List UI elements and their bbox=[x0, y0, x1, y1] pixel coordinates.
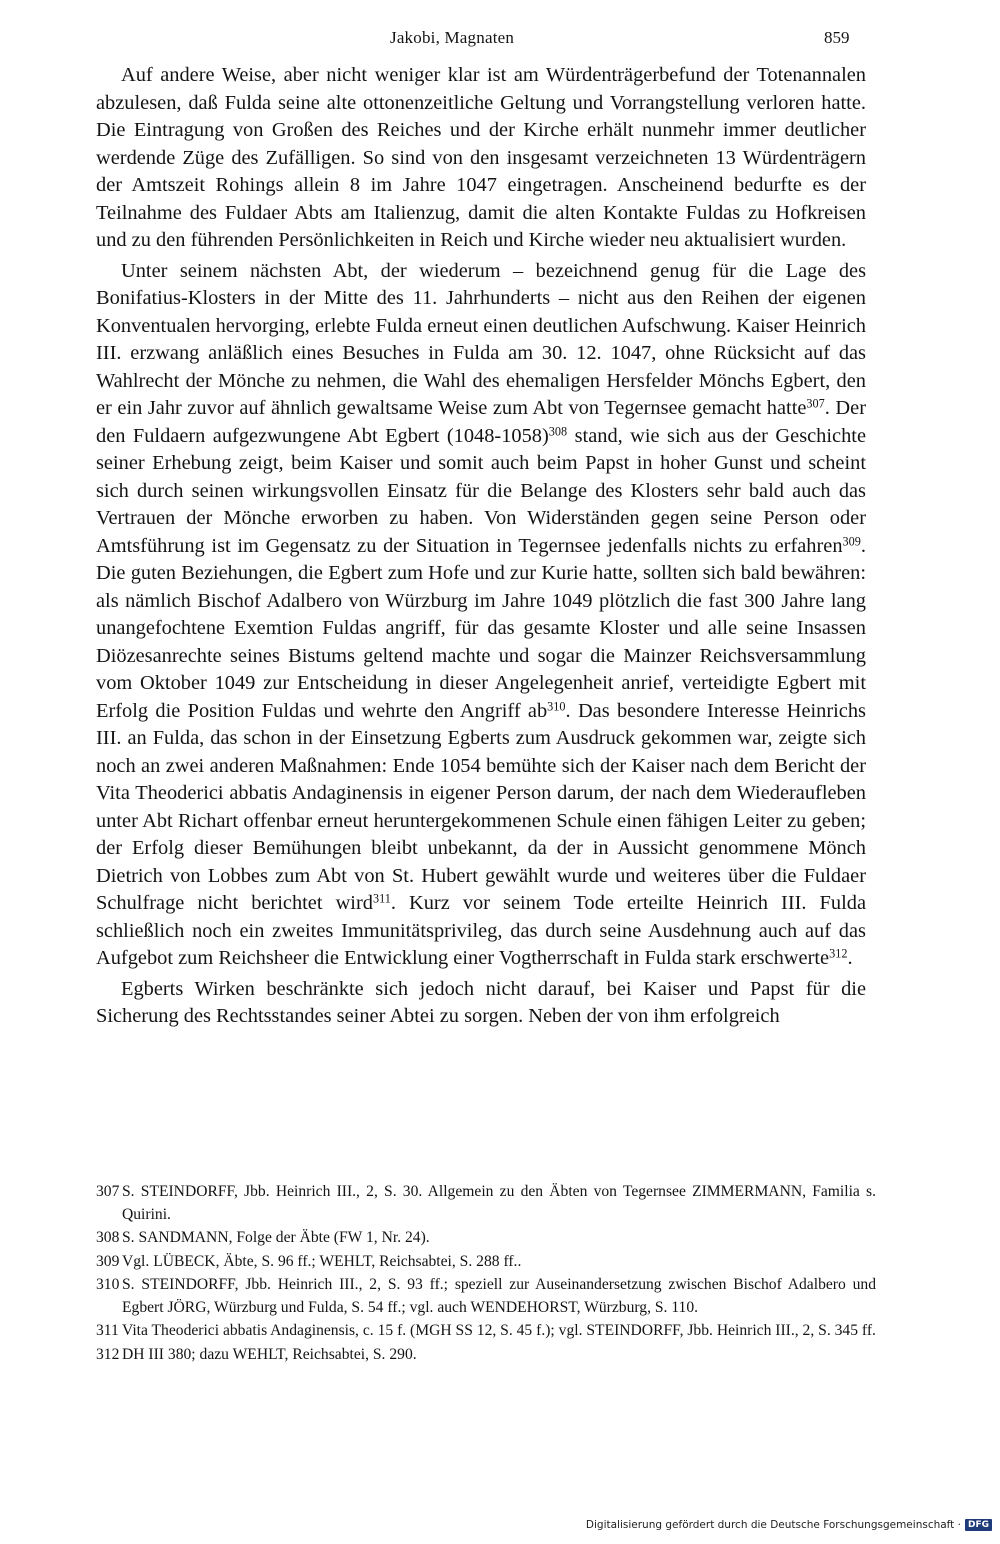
text-run: . Der den Fuldaern aufgezwungene Abt Egbert (1048-1058) bbox=[96, 397, 866, 447]
text-run: stand, wie sich aus der Geschichte seiner Erhebung zeigt, beim Kaiser und somit auch beim Papst in hoher Gunst und scheint sich durch seinen wirkungsvollen Einsatz für die Belange des Klosters sehr bald auch das Vertrauen der Mönche erworben zu haben. Von Widerständen gegen seine Person oder Amtsführung ist im Gegensatz zu der Situation in Tegernsee jedenfalls nichts zu erfahren bbox=[96, 424, 866, 557]
text-run: . Das besondere Interesse Heinrichs III. an Fulda, das schon in der Einsetzung Egberts zum Ausdruck gekommen war, zeigte sich noch an zwei anderen Maßnahmen: Ende 1054 bemühte sich der Kaiser nach dem Bericht der Vita Theoderici abbatis Andaginensis in eigener Person darum, der nach dem Wiederaufleben unter Abt Richart offenbar erneut heruntergekommenen Schule einen fähigen Leiter zu geben; der Erfolg dieser Bemühungen bleibt unbekannt, da der in Aussicht genommene Mönch Dietrich von Lobbes zum Abt von St. Hubert gewählt wurde und weiteres über die Fuldaer Schulfrage nicht berichtet wird bbox=[96, 699, 866, 914]
footnote-ref-308[interactable]: 308 bbox=[548, 423, 568, 438]
digitization-credit bbox=[586, 1519, 992, 1531]
footnotes bbox=[96, 1181, 876, 1367]
running-head: Jakobi, Magnaten bbox=[390, 28, 515, 47]
paragraph-1: Auf andere Weise, aber nicht weniger klar ist am Würdenträgerbefund der Totenannalen abzulesen, daß Fulda seine alte ottonenzeitliche Geltung und Vorrangstellung verloren hatte. Die Eintragung von Großen des Reiches und der Kirche erhält nunmehr immer deutlicher werdende Züge des Zufälligen. So sind von den insgesamt verzeichneten 13 Würdenträgern der Amtszeit Rohings allein 8 im Jahre 1047 eingetragen. Anscheinend bedurfte es der Teilnahme des Fuldaer Abts am Italienzug, damit die alten Kontakte Fuldas zu Hofkreisen und zu den führenden Persönlichkeiten in Reich und Kirche wieder neu aktualisiert wurden. bbox=[96, 64, 866, 251]
dfg-logo-icon: DFG bbox=[965, 1519, 992, 1531]
text-run: Unter seinem nächsten Abt, der wiederum – bezeichnend genug für die Lage des Bonifatius-Klosters in der Mitte des 11. Jahrhunderts – nicht aus den Reihen der eigenen Konventualen hervorging, erlebte Fulda erneut einen deutlichen Aufschwung. Kaiser Heinrich III. erzwang anläßlich eines Besuches in Fulda am 30. 12. 1047, ohne Rücksicht auf das Wahlrecht der Mönche zu nehmen, die Wahl des ehemaligen Hersfelder Mönchs Egbert, den er ein Jahr zuvor auf ähnlich gewaltsame Weise zum Abt von Tegernsee gemacht hatte bbox=[96, 259, 866, 419]
footnote-text: S. STEINDORFF, Jbb. Heinrich III., 2, S. 93 ff.; speziell zur Auseinandersetzung zwischen Bischof Adalbero und Egbert JÖRG, Würzburg und Fulda, S. 54 ff.; vgl. auch WENDEHORST, Würzburg, S. 110. bbox=[122, 1276, 876, 1316]
footnote-309 bbox=[96, 1251, 876, 1274]
footnote-ref-312[interactable]: 312 bbox=[829, 946, 848, 961]
body-text bbox=[96, 62, 866, 1031]
footnote-number: 308 bbox=[96, 1229, 120, 1246]
text-run: . Die guten Beziehungen, die Egbert zum Hofe und zur Kurie hatte, sollten sich bald bewähren: als nämlich Bischof Adalbero von Würzburg im Jahre 1049 plötzlich die fast 300 Jahre lang unangefochtene Exemtion Fuldas angriff, für das gesamte Kloster und alle seine Insassen Diözesanrechte seines Bistums geltend machte und sogar die Mainzer Reichsversammlung vom Oktober 1049 zur Entscheidung in dieser Angelegenheit anrief, verteidigte Egbert mit Erfolg die Position Fuldas und wehrte den Angriff ab bbox=[96, 534, 866, 722]
footnote-307 bbox=[96, 1181, 876, 1226]
paragraph-3: Egberts Wirken beschränkte sich jedoch nicht darauf, bei Kaiser und Papst für die Sicherung des Rechtsstandes seiner Abtei zu sorgen. Neben der von ihm erfolgreich bbox=[96, 977, 866, 1027]
footnote-ref-311[interactable]: 311 bbox=[372, 891, 391, 906]
footnote-311 bbox=[96, 1320, 876, 1343]
footnote-text: DH III 380; dazu WEHLT, Reichsabtei, S. 290. bbox=[122, 1345, 417, 1363]
page-number: 859 bbox=[824, 28, 850, 47]
footnote-ref-310[interactable]: 310 bbox=[547, 698, 566, 713]
credit-text: Digitalisierung gefördert durch die Deutsche Forschungsgemeinschaft · bbox=[585, 1519, 961, 1531]
footnote-310 bbox=[96, 1274, 876, 1319]
text-run: . Kurz vor seinem Tode erteilte Heinrich III. Fulda schließlich noch ein zweites Immunitätsprivileg, das durch seine Ausdehnung auch auf das Aufgebot zum Reichsheer die Entwicklung einer Vogtherrschaft in Fulda stark erschwerte bbox=[96, 892, 866, 969]
footnote-312 bbox=[96, 1344, 876, 1367]
text-run: . bbox=[847, 947, 853, 969]
footnote-number: 311 bbox=[96, 1322, 119, 1339]
footnote-number: 312 bbox=[96, 1345, 120, 1363]
footnote-number: 309 bbox=[96, 1252, 120, 1270]
footnote-text: Vgl. LÜBECK, Äbte, S. 96 ff.; WEHLT, Reichsabtei, S. 288 ff.. bbox=[122, 1252, 522, 1270]
footnote-text: S. STEINDORFF, Jbb. Heinrich III., 2, S. 30. Allgemein zu den Äbten von Tegernsee ZIMMERMANN, Familia s. Quirini. bbox=[122, 1183, 876, 1223]
footnote-308 bbox=[96, 1227, 876, 1250]
footnote-number: 310 bbox=[96, 1276, 120, 1293]
footnote-number: 307 bbox=[96, 1183, 120, 1200]
paragraph-2 bbox=[96, 258, 866, 973]
footnote-text: S. SANDMANN, Folge der Äbte (FW 1, Nr. 24). bbox=[122, 1229, 430, 1246]
footnote-ref-307[interactable]: 307 bbox=[806, 396, 825, 411]
footnote-ref-309[interactable]: 309 bbox=[842, 533, 861, 548]
footnote-text: Vita Theoderici abbatis Andaginensis, c. 15 f. (MGH SS 12, S. 45 f.); vgl. STEINDORFF, Jbb. Heinrich III., 2, S. 345 ff. bbox=[122, 1322, 876, 1339]
